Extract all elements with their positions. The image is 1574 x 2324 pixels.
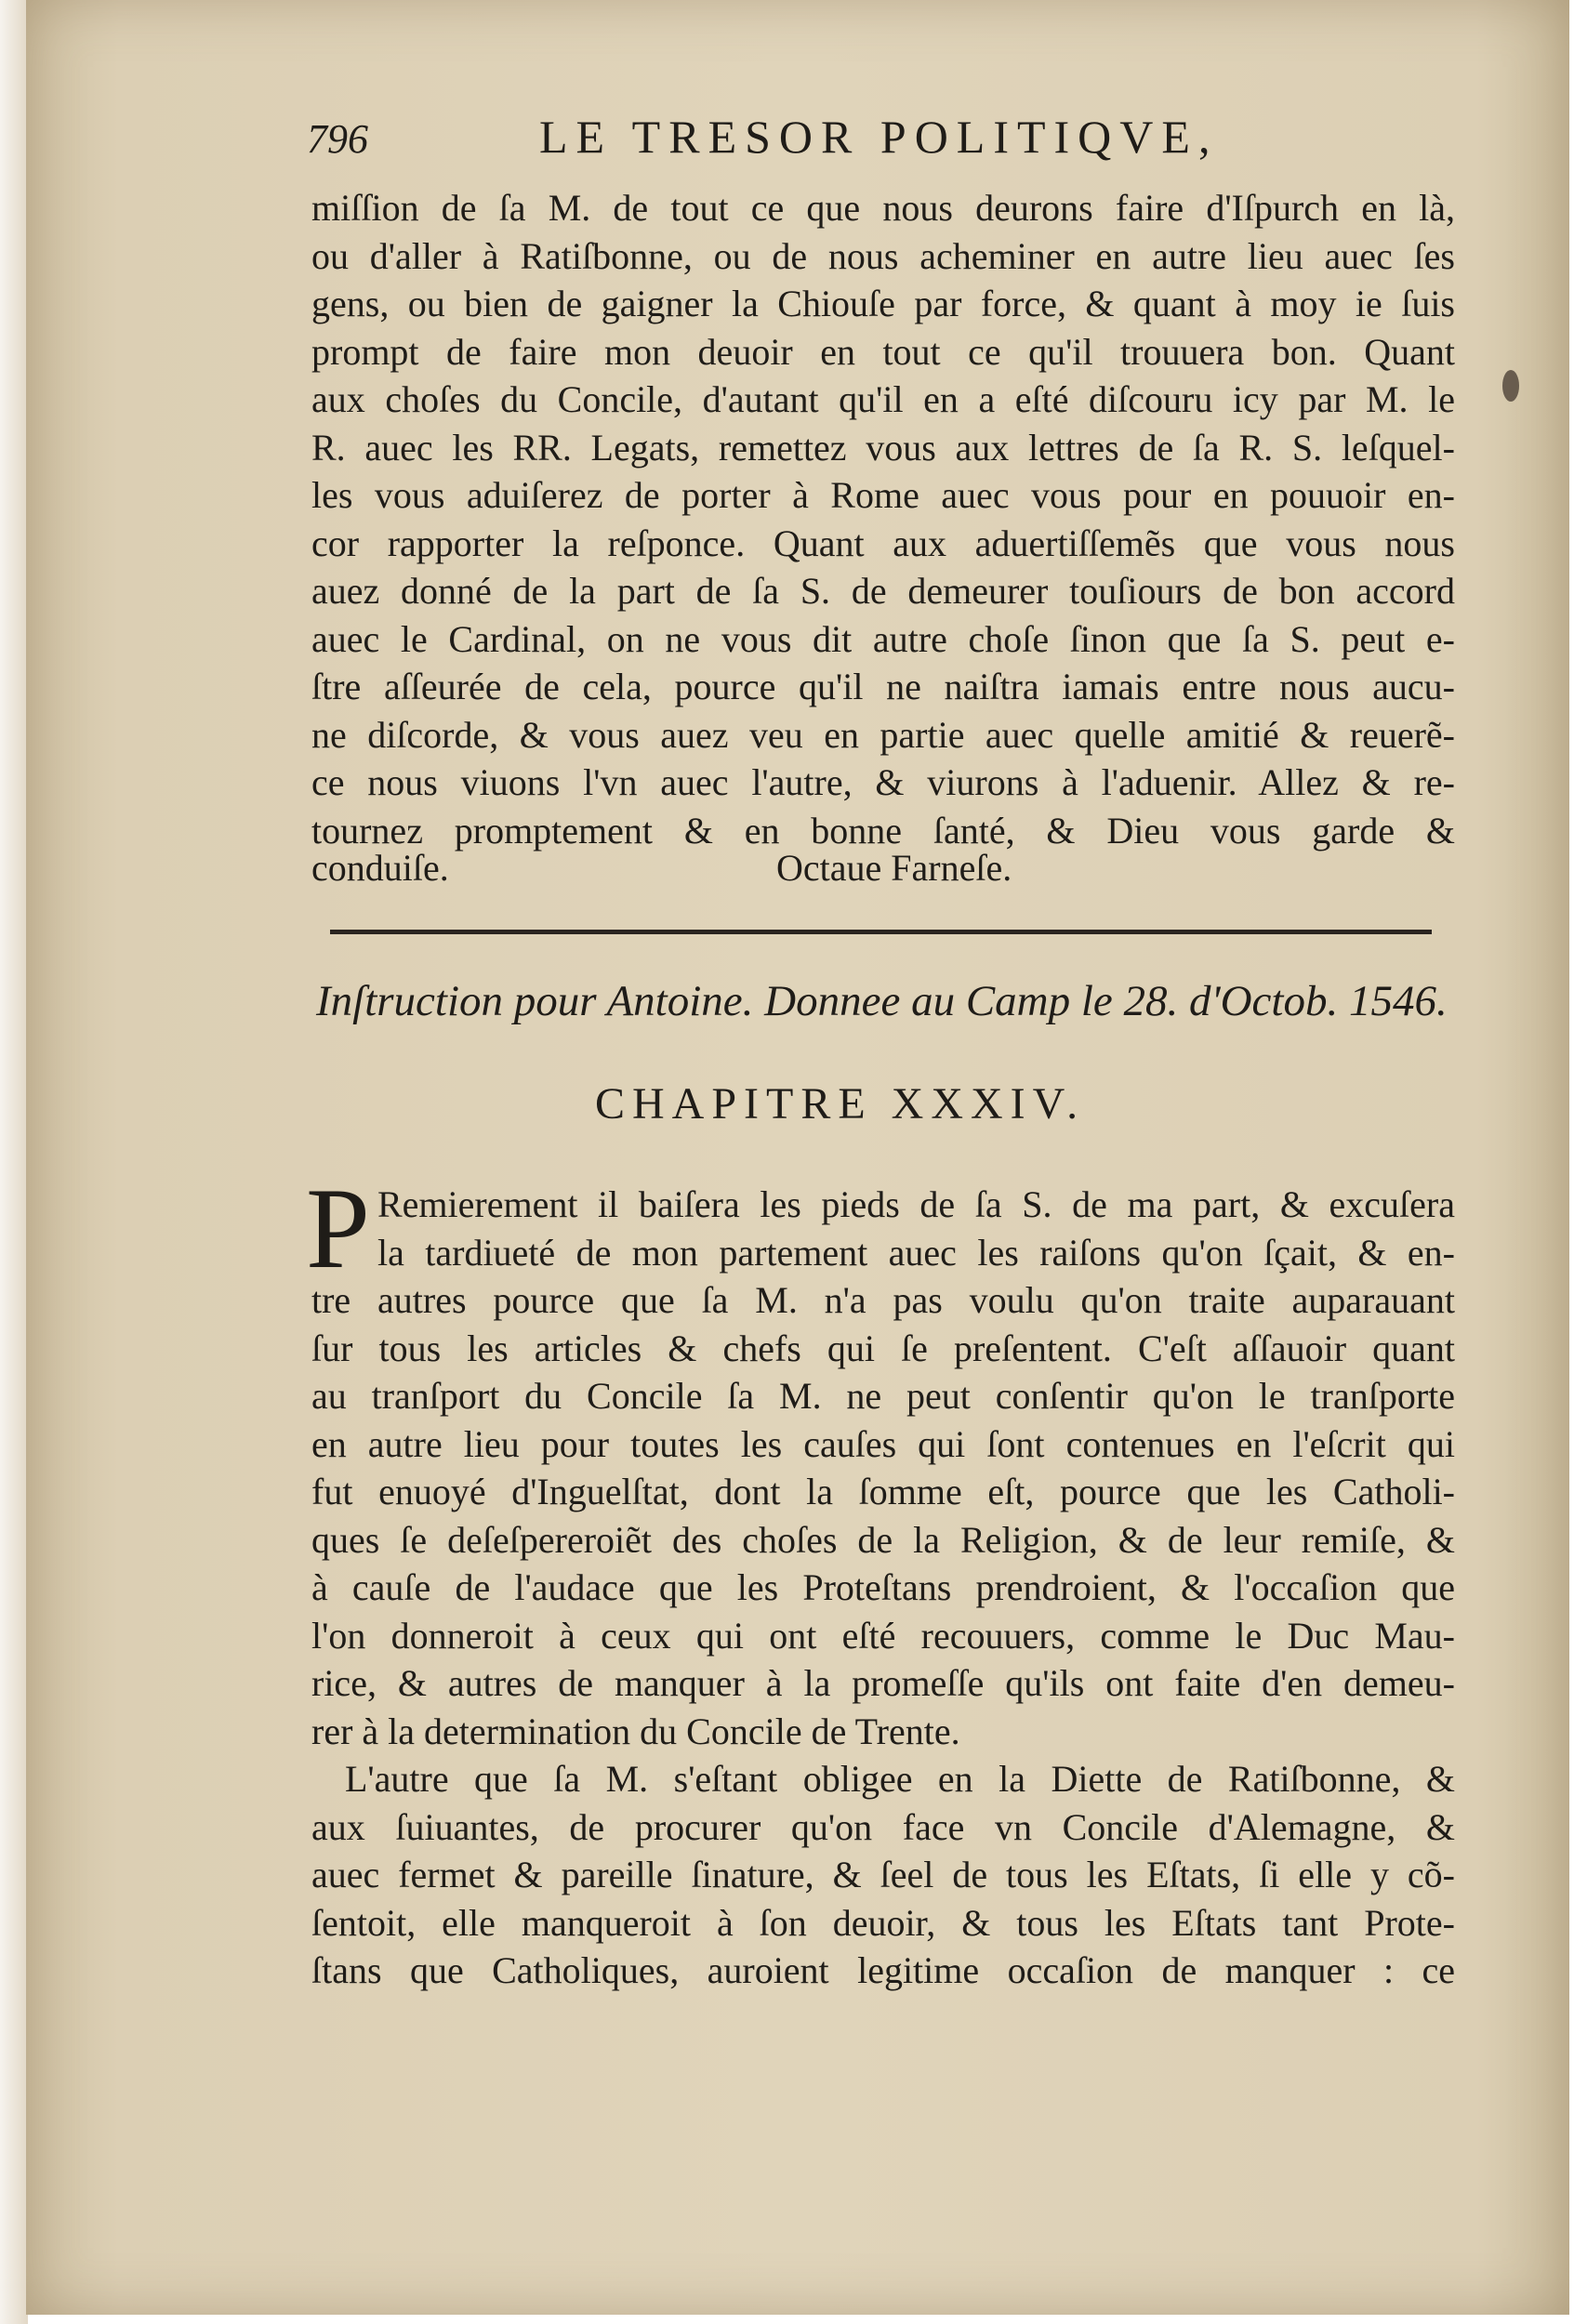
text-line: à cauſe de l'audace que les Proteſtans prendroient, & l'occaſion que (311, 1566, 1455, 1608)
instruction-text (306, 1165, 1455, 1995)
page-number: 796 (307, 116, 368, 162)
text-line: rer à la determination du Concile de Trente. (311, 1710, 960, 1752)
letter-text (311, 184, 1455, 854)
text-line: gens, ou bien de gaigner la Chiouſe par force, & quant à moy ie ſuis (311, 283, 1455, 324)
text-line: tre autres pource que ſa M. n'a pas voulu qu'on traite auparauant (311, 1279, 1455, 1321)
closing-word: conduiſe. (311, 847, 449, 889)
running-title: LE TRESOR POLITIQVE, (539, 111, 1219, 163)
text-line: fut enuoyé d'Inguelſtat, dont la ſomme eſt, pource que les Catholi- (311, 1471, 1455, 1512)
ink-blot (1502, 370, 1519, 402)
text-line: ne diſcorde, & vous auez veu en partie auec quelle amitié & reuerẽ- (311, 713, 1455, 756)
text-line: aux choſes du Concile, d'autant qu'il en a eſté diſcouru icy par M. le (311, 378, 1455, 420)
text-line: ſur tous les articles & chefs qui ſe preſentent. C'eſt aſſauoir quant (311, 1327, 1455, 1369)
text-line: l'on donneroit à ceux qui ont eſté recouuers, comme le Duc Mau- (311, 1614, 1455, 1657)
text-line: rice, & autres de manquer à la promeſſe qu'ils ont faite d'en demeu- (311, 1662, 1455, 1704)
text-line: ques ſe deſeſpereroiẽt des choſes de la Religion, & de leur remiſe, & (311, 1518, 1455, 1561)
text-line: auec fermet & pareille ſinature, & ſeel de tous les Eſtats, ſi elle y cõ- (311, 1854, 1455, 1895)
text-line: auez donné de la part de ſa S. de demeurer touſiours de bon accord (311, 570, 1455, 612)
text-line: les vous aduiſerez de porter à Rome auec vous pour en pouuoir en- (311, 474, 1455, 516)
instruction-title: Inſtruction pour Antoine. Donnee au Camp le 28. d'Octob. 1546. (316, 977, 1448, 1025)
text-line: ſentoit, elle manqueroit à ſon deuoir, & tous les Eſtats tant Prote- (311, 1901, 1455, 1944)
signature: Octaue Farneſe. (776, 847, 1012, 889)
text-line: auec le Cardinal, on ne vous dit autre choſe ſinon que ſa S. peut e- (311, 617, 1455, 660)
text-line: au tranſport du Concile ſa M. ne peut conſentir qu'on le tranſporte (311, 1375, 1455, 1417)
text-line: L'autre que ſa M. s'eſtant obligee en la Diette de Ratiſbonne, & (345, 1758, 1455, 1800)
text-line: R. auec les RR. Legats, remettez vous aux lettres de ſa R. S. leſquel- (311, 426, 1455, 469)
text-line: la tardiueté de mon partement auec les raiſons qu'on ſçait, & en- (377, 1231, 1455, 1274)
text-line: ou d'aller à Ratiſbonne, ou de nous acheminer en autre lieu auec ſes (311, 234, 1455, 277)
text-line: aux ſuiuantes, de procurer qu'on face vn Concile d'Alemagne, & (311, 1805, 1455, 1848)
drop-cap: P (306, 1165, 370, 1292)
scan-margin (0, 0, 28, 2324)
text-line: miſſion de ſa M. de tout ce que nous deurons faire d'Iſpurch en là, (311, 187, 1455, 229)
text-line: tournez promptement & en bonne ſanté, & Dieu vous garde & (311, 809, 1455, 852)
text-line: cor rapporter la reſponce. Quant aux aduertiſſemẽs que vous nous (311, 522, 1455, 564)
chapter-heading: CHAPITRE XXXIV. (595, 1079, 1086, 1129)
text-line: prompt de faire mon deuoir en tout ce qu'il trouuera bon. Quant (311, 330, 1455, 373)
text-line: ce nous viuons l'vn auec l'autre, & viurons à l'aduenir. Allez & re- (311, 761, 1455, 803)
section-divider (330, 930, 1432, 934)
text-line: Remierement il baiſera les pieds de ſa S. de ma part, & excuſera (377, 1183, 1455, 1225)
text-line: en autre lieu pour toutes les cauſes qui ſont contenues en l'eſcrit qui (311, 1422, 1455, 1465)
text-line: ſtre aſſeurée de cela, pource qu'il ne naiſtra iamais entre nous aucu- (311, 666, 1455, 707)
letter-signoff (311, 844, 1455, 892)
text-line: ſtans que Catholiques, auroient legitime occaſion de manquer : ce (311, 1949, 1455, 1991)
page-header (307, 110, 1311, 175)
